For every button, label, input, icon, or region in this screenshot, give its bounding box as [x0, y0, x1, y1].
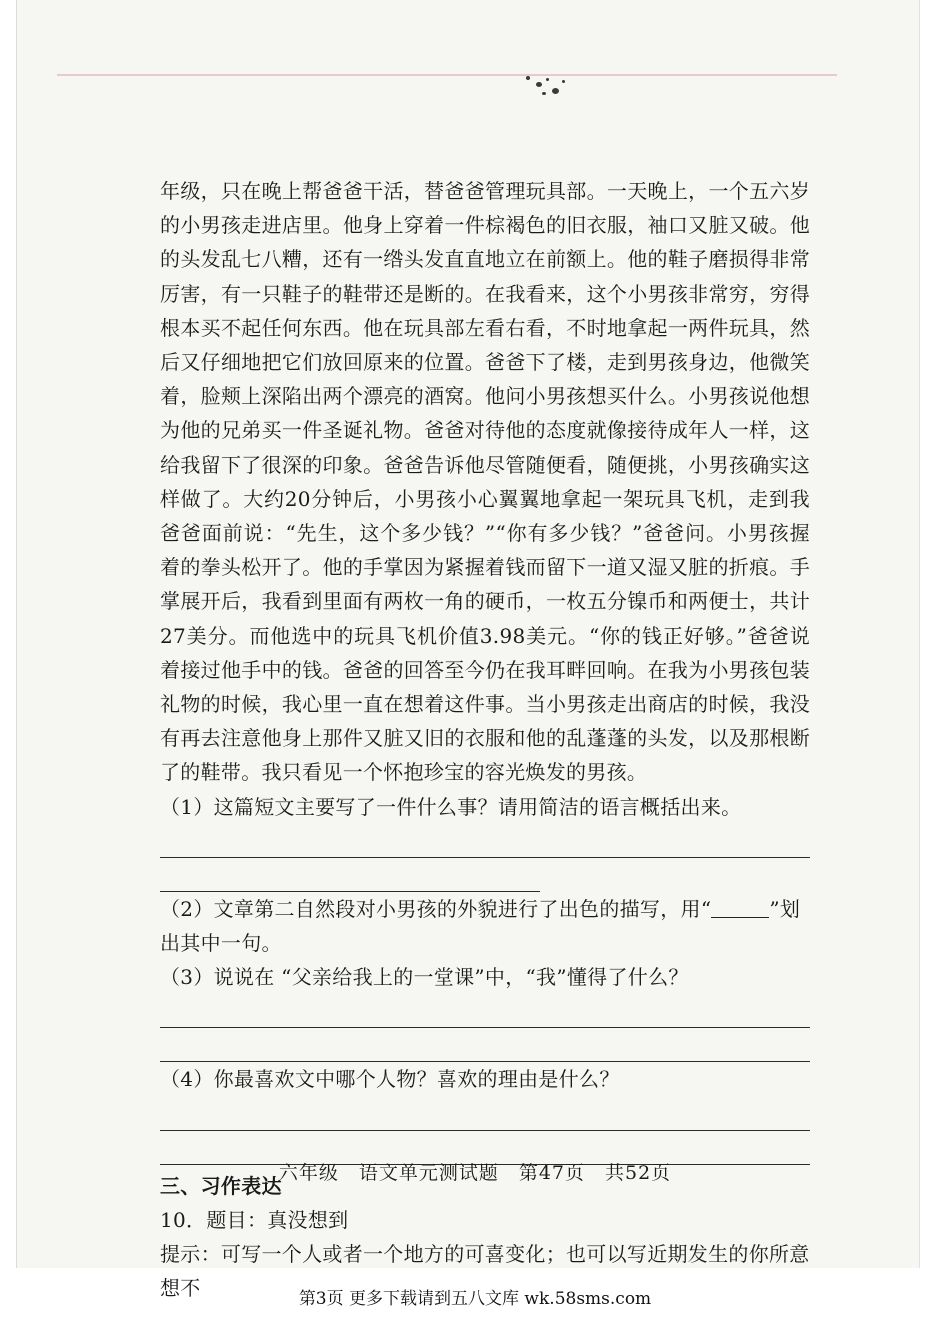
question-2 — [160, 892, 810, 960]
composition-hint: 提示：可写一个人或者一个地方的可喜变化；也可以写近期发生的你所意想不 — [160, 1242, 810, 1301]
section-heading: 三、习作表达 — [160, 1173, 282, 1198]
question-4: （4）你最喜欢文中哪个人物？喜欢的理由是什么？ — [160, 1067, 620, 1092]
question-1: （1）这篇短文主要写了一件什么事？请用简洁的语言概括出来。 — [160, 794, 742, 819]
document-body — [160, 174, 810, 1305]
question-3: （3）说说在 “父亲给我上的一堂课”中，“我”懂得了什么？ — [160, 965, 689, 990]
question-2-text-end: ”划出其中一句。 — [160, 896, 801, 956]
download-note: 第3页 更多下载请到五八文库 wk.58sms.com — [298, 1289, 652, 1309]
answer-line-q3-b[interactable] — [160, 1028, 810, 1062]
answer-line-q1-b[interactable] — [160, 858, 540, 892]
answer-line-q3-a[interactable] — [160, 994, 810, 1028]
answer-line-q4-a[interactable] — [160, 1097, 810, 1131]
sheet-edge-line — [57, 74, 837, 76]
page-footer: 六年级 语文单元测试题 第47页 共52页 — [278, 1162, 672, 1184]
question-2-text-start: （2）文章第二自然段对小男孩的外貌进行了出色的描写，用“ — [160, 896, 712, 921]
passage-text: 年级，只在晚上帮爸爸干活，替爸爸管理玩具部。一天晚上，一个五六岁的小男孩走进店里。他身上穿着一件棕褐色的旧衣服，袖口又脏又破。他的头发乱七八糟，还有一绺头发直直地立在前额上。他的鞋子磨损得非常厉害，有一只鞋子的鞋带还是断的。在我看来，这个小男孩非常穷，穷得根本买不起任何东西。他在玩具部左看右看，不时地拿起一两件玩具，然后又仔细地把它们放回原来的位置。爸爸下了楼，走到男孩身边，他微笑着，脸颊上深陷出两个漂亮的酒窝。他问小男孩想买什么。小男孩说他想为他的兄弟买一件圣诞礼物。爸爸对待他的态度就像接待成年人一样，这给我留下了很深的印象。爸爸告诉他尽管随便看，随便挑，小男孩确实这样做了。大约20分钟后，小男孩小心翼翼地拿起一架玩具飞机，走到我爸爸面前说：“先生，这个多少钱？”“你有多少钱？”爸爸问。小男孩握着的拳头松开了。他的手掌因为紧握着钱而留下一道又湿又脏的折痕。手掌展开后，我看到里面有两枚一角的硬币，一枚五分镍币和两便士，共计27美分。而他选中的玩具飞机价值3.98美元。“你的钱正好够。”爸爸说着接过他手中的钱。爸爸的回答至今仍在我耳畔回响。在我为小男孩包装礼物的时候，我心里一直在想着这件事。当小男孩走出商店的时候，我没有再去注意他身上那件又脏又旧的衣服和他的乱蓬蓬的头发，以及那根断了的鞋带。我只看见一个怀抱珍宝的容光焕发的男孩。 — [160, 179, 810, 785]
answer-line-q1-a[interactable] — [160, 824, 810, 858]
underline-mark-symbol — [711, 897, 769, 918]
composition-title: 10．题目：真没想到 — [160, 1207, 349, 1232]
scan-specks — [522, 74, 582, 104]
